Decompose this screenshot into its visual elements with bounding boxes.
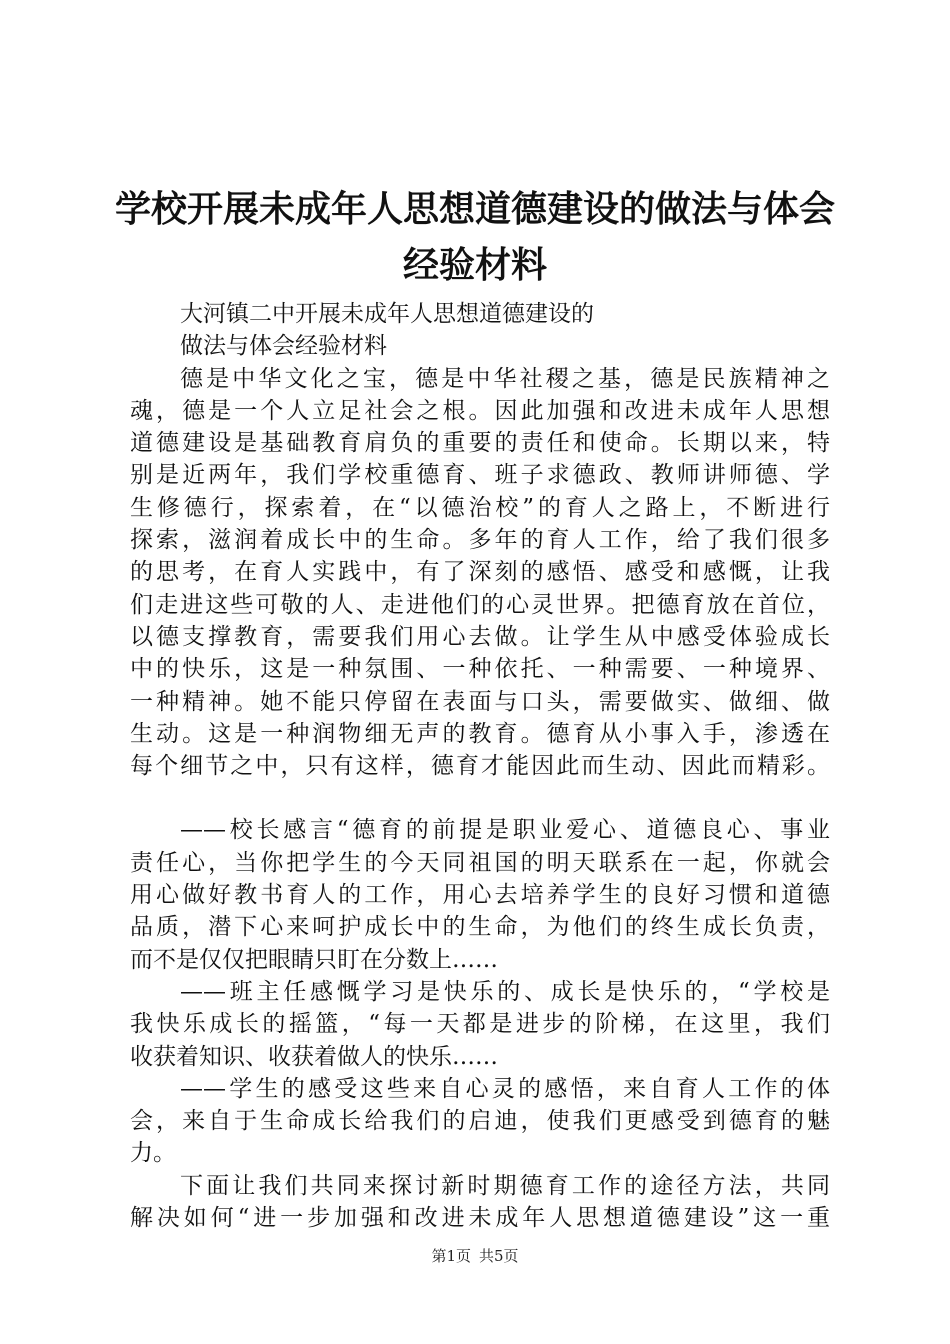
paragraph-line: 道德建设是基础教育肩负的重要的责任和使命。长期以来，特 xyxy=(130,430,830,457)
paragraph-line: 魂，德是一个人立足社会之根。因此加强和改进未成年人思想 xyxy=(130,397,830,424)
paragraph-principal-quote xyxy=(130,814,830,975)
paragraph-line: 责任心，当你把学生的今天同祖国的明天联系在一起，你就会 xyxy=(130,849,830,876)
paragraph-discussion xyxy=(130,1170,830,1235)
paragraph-line: 们走进这些可敬的人、走进他们的心灵世界。把德育放在首位， xyxy=(130,591,830,618)
paragraph-line: 每个细节之中，只有这样，德育才能因此而生动、因此而精彩。 xyxy=(130,753,830,780)
paragraph-line: 探索，滋润着成长中的生命。多年的育人工作，给了我们很多 xyxy=(130,527,830,554)
paragraph-student-quote xyxy=(130,1073,830,1170)
paragraph-line: 生动。这是一种润物细无声的教育。德育从小事入手，渗透在 xyxy=(130,720,830,747)
paragraph-line: 别是近两年，我们学校重德育、班子求德政、教师讲师德、学 xyxy=(130,462,830,489)
document-title-line-1: 学校开展未成年人思想道德建设的做法与体会 xyxy=(114,189,835,230)
subtitle-line-2: 做法与体会经验材料 xyxy=(180,333,387,360)
document-body xyxy=(130,298,830,1234)
paragraph-line: 用心做好教书育人的工作，用心去培养学生的良好习惯和道德 xyxy=(130,882,830,909)
page-footer xyxy=(0,1245,950,1266)
paragraph-line: 生修德行，探索着，在“以德治校”的育人之路上，不断进行 xyxy=(130,494,830,521)
paragraph-line: 下面让我们共同来探讨新时期德育工作的途径方法，共同 xyxy=(180,1172,830,1199)
paragraph-line: 德是中华文化之宝，德是中华社稷之基，德是民族精神之 xyxy=(180,365,830,392)
paragraph-teacher-quote xyxy=(130,976,830,1073)
paragraph-line: ——班主任感慨学习是快乐的、成长是快乐的，“学校是 xyxy=(180,978,830,1005)
paragraph-spacer xyxy=(130,782,830,814)
paragraph-line: 品质，潜下心来呵护成长中的生命，为他们的终生成长负责， xyxy=(130,914,830,941)
paragraph-line: 会，来自于生命成长给我们的启迪，使我们更感受到德育的魅 xyxy=(130,1108,830,1135)
paragraph-line: ——校长感言“德育的前提是职业爱心、道德良心、事业 xyxy=(180,817,830,844)
paragraph-intro xyxy=(130,363,830,783)
page-total: 共5页 xyxy=(479,1247,519,1265)
page-number: 第1页 xyxy=(431,1247,471,1265)
document-title-line-2: 经验材料 xyxy=(402,245,547,286)
paragraph-line: 力。 xyxy=(130,1140,176,1167)
paragraph-line: 而不是仅仅把眼睛只盯在分数上…… xyxy=(130,946,498,973)
paragraph-line: 我快乐成长的摇篮，“每一天都是进步的阶梯，在这里，我们 xyxy=(130,1011,830,1038)
paragraph-line: 的思考，在育人实践中，有了深刻的感悟、感受和感慨，让我 xyxy=(130,559,830,586)
paragraph-line: 一种精神。她不能只停留在表面与口头，需要做实、做细、做 xyxy=(130,688,830,715)
paragraph-line: 中的快乐，这是一种氛围、一种依托、一种需要、一种境界、 xyxy=(130,656,830,683)
paragraph-line: ——学生的感受这些来自心灵的感悟，来自育人工作的体 xyxy=(180,1075,830,1102)
subtitle-line-1: 大河镇二中开展未成年人思想道德建设的 xyxy=(180,301,594,327)
paragraph-line: 收获着知识、收获着做人的快乐…… xyxy=(130,1043,498,1070)
paragraph-line: 以德支撑教育，需要我们用心去做。让学生从中感受体验成长 xyxy=(130,623,830,650)
paragraph-line: 解决如何“进一步加强和改进未成年人思想道德建设”这一重 xyxy=(130,1205,830,1232)
